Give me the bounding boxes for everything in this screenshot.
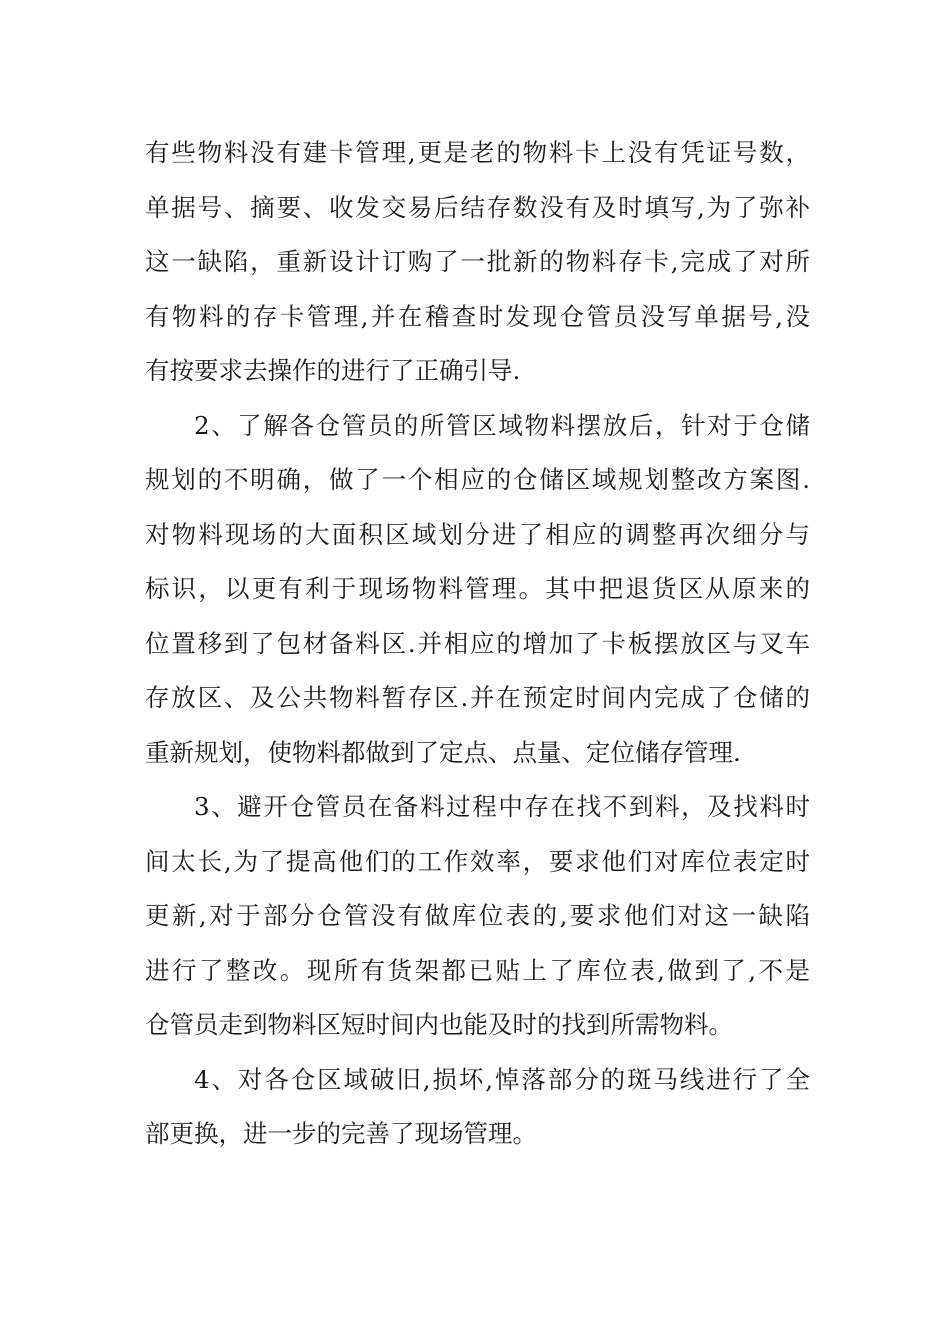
text-line: 进行了整改。现所有货架都已贴上了库位表,做到了,不是	[145, 955, 810, 985]
text-line: 重新规划，使物料都做到了定点、点量、定位储存管理.	[145, 737, 741, 767]
text-line: 存放区、及公共物料暂存区.并在预定时间内完成了仓储的	[145, 683, 810, 712]
text-line: 间太长,为了提高他们的工作效率，要求他们对库位表定时	[145, 846, 810, 876]
text-line: 对物料现场的大面积区域划分进了相应的调整再次细分与	[145, 519, 810, 549]
body-text	[145, 126, 810, 1162]
text-line: 更新,对于部分仓管没有做库位表的,要求他们对这一缺陷	[145, 901, 810, 930]
text-line: 规划的不明确，做了一个相应的仓储区域规划整改方案图.	[145, 465, 810, 494]
paragraph-3	[145, 780, 810, 1053]
text-line: 仓管员走到物料区短时间内也能及时的找到所需物料。	[145, 1010, 733, 1039]
paragraph-2	[145, 399, 810, 781]
text-line: 标识，以更有利于现场物料管理。其中把退货区从原来的	[145, 574, 810, 603]
text-line: 有些物料没有建卡管理,更是老的物料卡上没有凭证号数，	[145, 138, 810, 167]
text-line: 有按要求去操作的进行了正确引导.	[145, 356, 521, 385]
text-line: 2、了解各仓管员的所管区域物料摆放后，针对于仓储	[194, 410, 810, 440]
text-line: 有物料的存卡管理,并在稽查时发现仓管员没写单据号,没	[145, 301, 810, 331]
text-line: 这一缺陷，重新设计订购了一批新的物料存卡,完成了对所	[145, 247, 810, 276]
text-line: 3、避开仓管员在备料过程中存在找不到料，及找料时	[194, 792, 810, 821]
text-line: 部更换，进一步的完善了现场管理。	[145, 1119, 537, 1148]
paragraph-4	[145, 1053, 810, 1162]
paragraph-1	[145, 126, 810, 399]
text-line: 位置移到了包材备料区.并相应的增加了卡板摆放区与叉车	[145, 628, 810, 658]
text-line: 单据号、摘要、收发交易后结存数没有及时填写,为了弥补	[145, 192, 810, 222]
text-line: 4、对各仓区域破旧,损坏,悼落部分的斑马线进行了全	[194, 1064, 810, 1094]
